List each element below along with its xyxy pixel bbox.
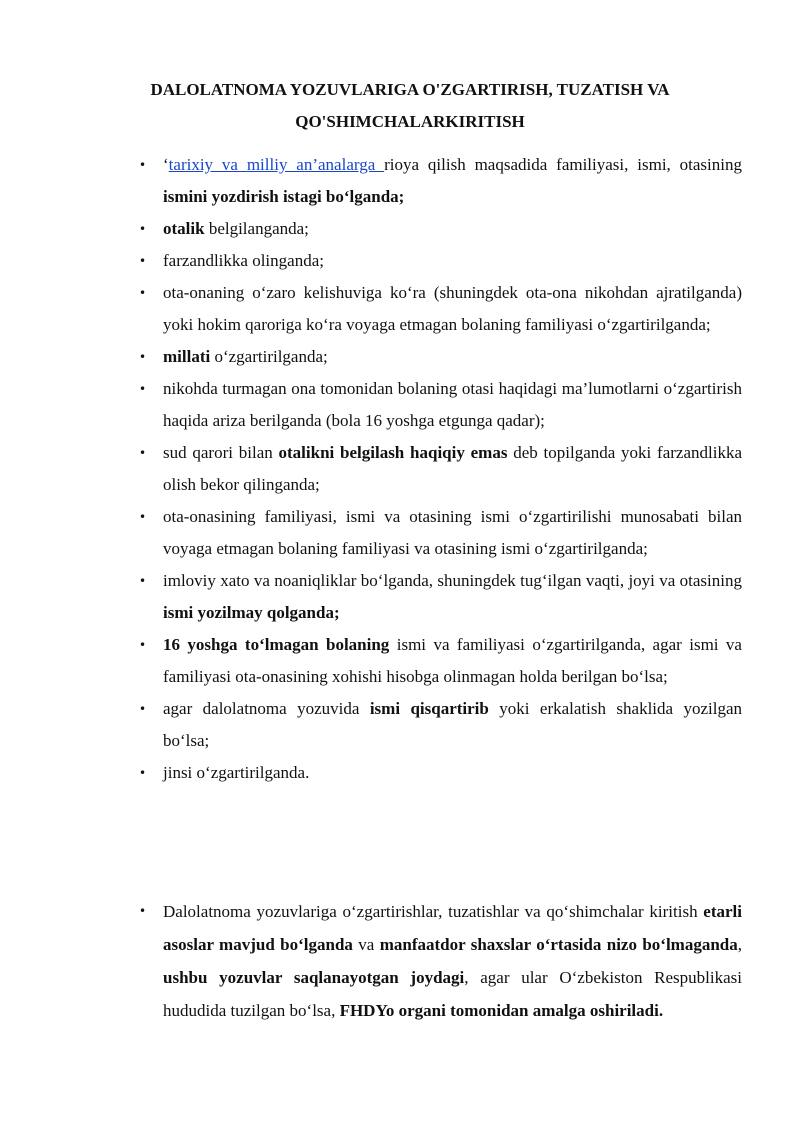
list-item — [163, 895, 742, 1027]
item-text: oʻzgartirilganda; — [210, 347, 328, 366]
item-text: nikohda turmagan ona tomonidan bolaning otasi haqidagi ma’lumotlarni oʻzgartirish haqida ariza berilganda (bola 16 yoshga etgunga qadar); — [163, 379, 742, 430]
list-item — [163, 341, 742, 373]
document-title: DALOLATNOMA YOZUVLARIGA O'ZGARTIRISH, TUZATISH VA QO'SHIMCHALARKIRITISH — [150, 80, 670, 131]
item-text: agar dalolatnoma yozuvida — [163, 699, 370, 718]
traditions-link[interactable]: tarixiy va milliy an’analarga — [168, 155, 385, 174]
item-text: imloviy xato va noaniqliklar boʻlganda, shuningdek tugʻilgan vaqti, joyi va otasining — [163, 571, 742, 590]
item-text: jinsi oʻzgartirilganda. — [163, 763, 310, 782]
item-bold-text: 16 yoshga toʻlmagan bolaning — [163, 635, 390, 654]
item-text: ota-onasining familiyasi, ismi va otasining ismi oʻzgartirilishi munosabati bilan voyaga etmagan bolaning familiyasi va otasining ismi oʻzgartirilganda; — [163, 507, 742, 558]
list-item — [163, 565, 742, 629]
item-text: ismi va familiyasi oʻzgartirilganda, agar ismi va familiyasi ota-onasining xohishi hisobga olinmagan holda berilgan boʻlsa; — [163, 635, 742, 686]
item-text: Dalolatnoma yozuvlariga oʻzgartirishlar, tuzatishlar va qoʻshimchalar kiritish — [163, 902, 704, 921]
item-text: ʻ — [163, 155, 169, 174]
list-item — [163, 149, 742, 213]
item-bold-text: ismini yozdirish istagi boʻlganda; — [163, 187, 405, 206]
list-item — [163, 437, 742, 501]
item-text: , — [737, 935, 742, 954]
item-bold-text: etarli asoslar mavjud boʻlganda — [163, 902, 742, 954]
item-bold-text: ismi yozilmay qolganda; — [163, 603, 340, 622]
list-item — [163, 373, 742, 437]
item-text: yoki erkalatish shaklida yozilgan boʻlsa; — [163, 699, 743, 750]
item-text: deb topilganda yoki farzandlikka olish bekor qilinganda; — [163, 443, 742, 494]
item-text: farzandlikka olinganda; — [163, 251, 324, 270]
item-bold-text: millati — [163, 347, 211, 366]
item-text: ota-onaning oʻzaro kelishuviga koʻra (shuningdek ota-ona nikohdan ajratilganda) yoki hokim qaroriga koʻra voyaga etmagan bolaning familiyasi oʻzgartirilganda; — [163, 283, 742, 334]
item-text: , agar ular Oʻzbekiston Respublikasi hududida tuzilgan boʻlsa, — [163, 968, 742, 1020]
list-item — [163, 277, 742, 341]
item-text: sud qarori bilan — [163, 443, 279, 462]
list-item — [163, 501, 742, 565]
item-bold-text: ismi qisqartirib — [369, 699, 489, 718]
item-text: va — [352, 935, 380, 954]
list-item — [163, 213, 742, 245]
item-text: belgilanganda; — [204, 219, 309, 238]
item-bold-text: otalikni belgilash haqiqiy emas — [278, 443, 508, 462]
authority-list — [163, 895, 742, 1027]
item-bold-text: manfaatdor shaxslar oʻrtasida nizo boʻlmaganda — [379, 935, 738, 954]
list-item — [163, 629, 742, 693]
list-item — [163, 693, 742, 757]
item-bold-text: ushbu yozuvlar saqlanayotgan joydagi — [163, 968, 465, 987]
grounds-list — [163, 149, 742, 789]
list-item — [163, 757, 742, 789]
item-text: rioya qilish maqsadida familiyasi, ismi, otasining — [384, 155, 742, 174]
item-bold-text: FHDYo organi tomonidan amalga oshiriladi. — [339, 1001, 664, 1020]
item-bold-text: otalik — [163, 219, 205, 238]
list-item — [163, 245, 742, 277]
